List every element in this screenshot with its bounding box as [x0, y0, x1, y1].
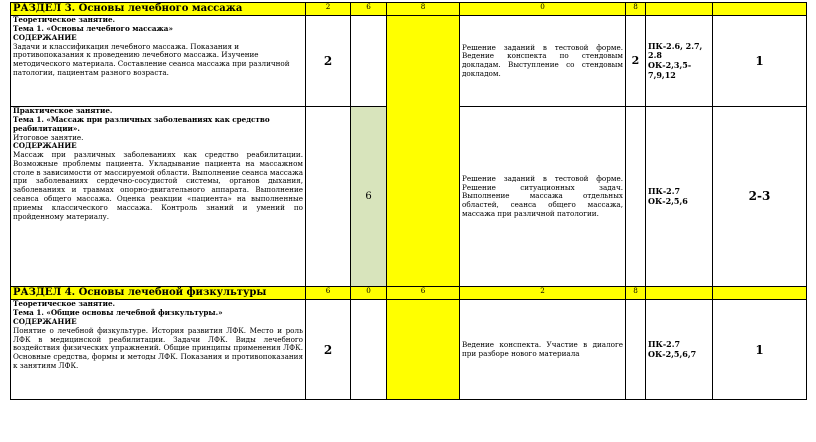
curriculum-table — [10, 2, 807, 400]
section-4-header-row — [11, 287, 807, 300]
section-4-col5: 2 — [460, 287, 626, 300]
row-theory-massage — [11, 16, 807, 107]
row2-activities: Решение заданий в тестовой форме. Решение ситуационных задач. Выполнение массажа отдельных областей, сеанса общего массажа, массажа при различной патологии. — [460, 107, 626, 287]
row3-competencies — [646, 300, 713, 400]
section-4-col3: 6 — [387, 287, 460, 300]
row1-competencies — [646, 16, 713, 107]
row1-practice-cell — [351, 16, 387, 107]
row3-description: Понятие о лечебной физкультуре. История развития ЛФК. Место и роль ЛФК в медицинской реабилитации. Задачи ЛФК. Виды лечебного воздействия физических упражнений. Общие принципы применения ЛФК. Основные средства, формы и методы ЛФК. Показания и противопоказания к занятиям ЛФК. — [13, 325, 303, 370]
row3-activities: Ведение конспекта. Участие в диалоге при разборе нового материала — [460, 300, 626, 400]
row3-practice-cell — [351, 300, 387, 400]
section-3-title: РАЗДЕЛ 3. Основы лечебного массажа — [11, 3, 306, 16]
row2-description: Массаж при различных заболеваниях как средство реабилитации. Возможные проблемы пациента. Укладывание пациента на массажном столе в зависимости от массируемой области. Выполнение сеанса массажа при заболеваниях сердечно-сосудистой системы, органов дыхания, заболеваниях и травмах опорно-двигательного аппарата. Выполнение сеанса общего массажа. Оценка реакции «пациента» на выполненные приемы классического массажа. Контроль знаний и умений по пройденному материалу. — [13, 150, 303, 221]
row3-topic-cell — [11, 300, 306, 400]
row1-line-type: Теоретическое занятие. — [13, 15, 116, 25]
row1-competency-ok: ОК-2,3,5-7,9,12 — [648, 60, 692, 80]
row2-line-type: Практическое занятие. — [13, 106, 113, 116]
row1-activities: Решение заданий в тестовой форме. Ведение конспекта по стендовым докладам. Выступление со стендовым докладом. — [460, 16, 626, 107]
row2-competency-pk: ПК-2.7 — [648, 185, 681, 196]
section-3-col1: 2 — [306, 3, 351, 16]
row2-practice-hours: 6 — [351, 107, 387, 287]
section-4-col8 — [646, 287, 713, 300]
row3-activity-hours — [626, 300, 646, 400]
row3-yellow-cell — [387, 300, 460, 400]
row1-topic-cell — [11, 16, 306, 107]
row1-activity-hours: 2 — [626, 16, 646, 107]
section-4-col1: 6 — [306, 287, 351, 300]
row2-line-topic: Тема 1. «Массаж при различных заболеваниях как средство реабилитации». — [13, 114, 270, 133]
row1-line-topic: Тема 1. «Основы лечебного массажа» — [13, 23, 173, 33]
row-theory-lfk — [11, 300, 807, 400]
row3-hours: 2 — [306, 300, 351, 400]
row1-line-content: СОДЕРЖАНИЕ — [13, 32, 77, 42]
row2-competency-ok: ОК-2,5,6 — [648, 195, 688, 206]
section-4-col2: 0 — [351, 287, 387, 300]
row2-level: 2-3 — [713, 107, 807, 287]
row2-activity-hours — [626, 107, 646, 287]
row2-line-final: Итоговое занятие. — [13, 132, 84, 142]
section-3-header-row — [11, 3, 807, 16]
row2-competencies — [646, 107, 713, 287]
row2-topic-cell — [11, 107, 306, 287]
section-3-col7: 8 — [626, 3, 646, 16]
row3-line-type: Теоретическое занятие. — [13, 299, 116, 309]
section-3-col3: 8 — [387, 3, 460, 16]
section-3-col8 — [646, 3, 713, 16]
section-3-col2: 6 — [351, 3, 387, 16]
section-4-col7: 8 — [626, 287, 646, 300]
section-3-col5: 0 — [460, 3, 626, 16]
row1-description: Задачи и классификация лечебного массажа. Показания и противопоказания к проведению лечебного массажа. Изучение методического материала. Составление сеанса массажа при различной патологии, пациентам разного возраста. — [13, 41, 290, 77]
row2-line-content: СОДЕРЖАНИЕ — [13, 141, 77, 151]
row2-theory-cell — [306, 107, 351, 287]
row3-line-content: СОДЕРЖАНИЕ — [13, 316, 77, 326]
row1-level: 1 — [713, 16, 807, 107]
row3-level: 1 — [713, 300, 807, 400]
yellow-column-cell — [387, 16, 460, 287]
section-4-title: РАЗДЕЛ 4. Основы лечебной физкультуры — [11, 287, 306, 300]
row3-competency-pk: ПК-2.7 — [648, 339, 681, 350]
row3-competency-ok: ОК-2,5,6,7 — [648, 348, 697, 359]
section-4-col9 — [713, 287, 807, 300]
row1-hours: 2 — [306, 16, 351, 107]
row1-competency-pk: ПК-2.6, 2.7, 2.8 — [648, 40, 703, 61]
section-3-col9 — [713, 3, 807, 16]
row3-line-topic: Тема 1. «Общие основы лечебной физкультуры.» — [13, 308, 223, 318]
